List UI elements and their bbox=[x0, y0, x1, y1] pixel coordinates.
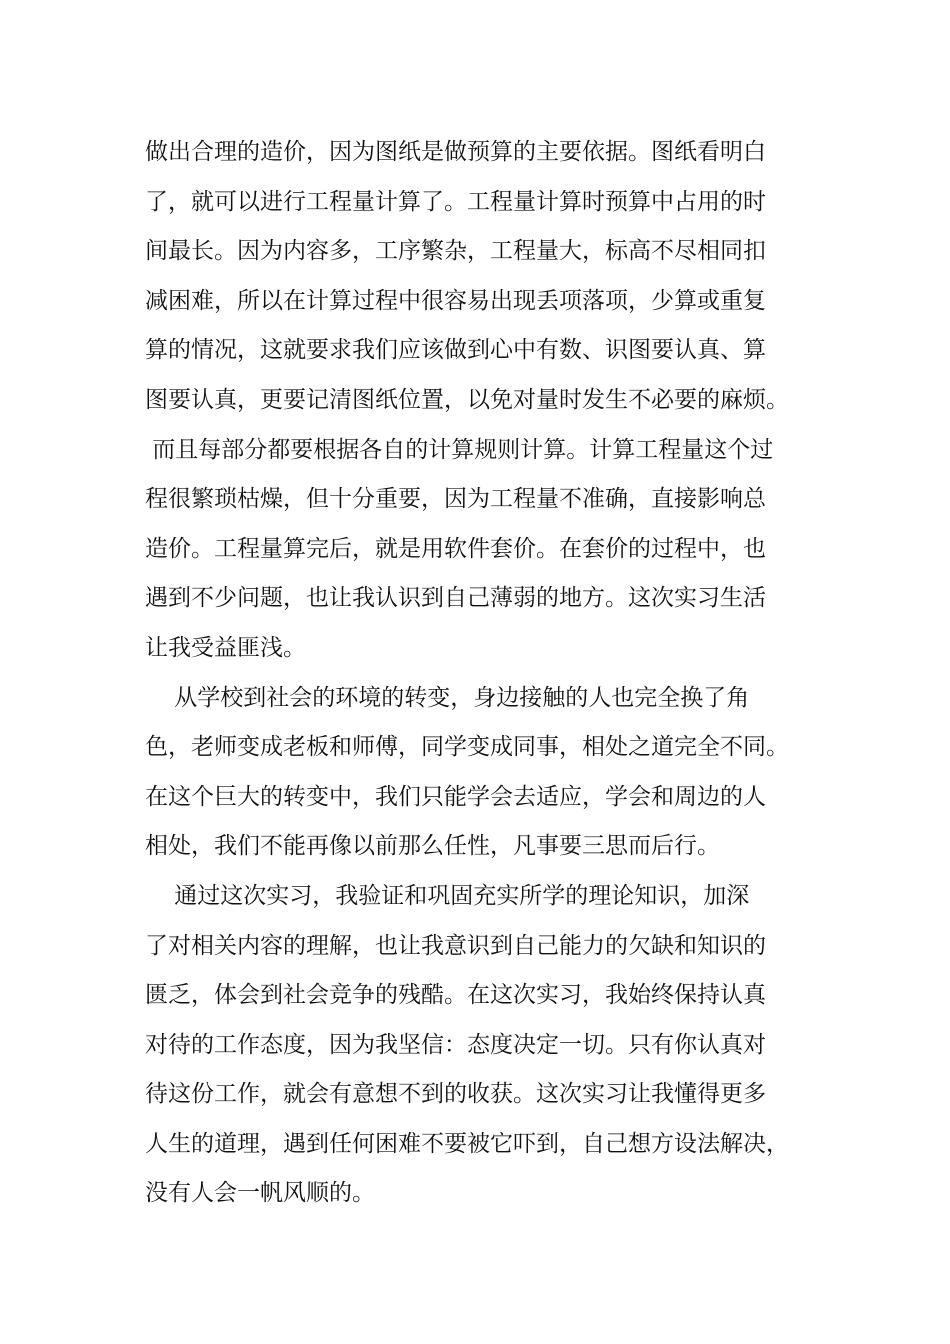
text-line: 相处，我们不能再像以前那么任性，凡事要三思而后行。 bbox=[145, 833, 720, 860]
text-line: 造价。工程量算完后，就是用软件套价。在套价的过程中，也 bbox=[145, 535, 766, 562]
text-line: 了，就可以进行工程量计算了。工程量计算时预算中占用的时 bbox=[145, 188, 766, 215]
text-line: 人生的道理，遇到任何困难不要被它吓到，自己想方设法解决， bbox=[145, 1130, 789, 1157]
text-line: 通过这次实习，我验证和巩固充实所学的理论知识，加深 bbox=[145, 882, 750, 909]
text-line: 图要认真，更要记清图纸位置，以免对量时发生不必要的麻烦。 bbox=[145, 386, 789, 413]
text-line: 间最长。因为内容多，工序繁杂，工程量大，标高不尽相同扣 bbox=[145, 238, 766, 265]
text-line: 减困难，所以在计算过程中很容易出现丢项落项，少算或重复 bbox=[145, 287, 766, 314]
text-line: 遇到不少问题，也让我认识到自己薄弱的地方。这次实习生活 bbox=[145, 585, 766, 612]
text-line: 程很繁琐枯燥，但十分重要，因为工程量不准确，直接影响总 bbox=[145, 486, 766, 513]
text-line: 让我受益匪浅。 bbox=[145, 634, 306, 661]
text-line: 算的情况，这就要求我们应该做到心中有数、识图要认真、算 bbox=[145, 337, 766, 364]
text-line: 在这个巨大的转变中，我们只能学会去适应，学会和周边的人 bbox=[145, 783, 766, 810]
text-line: 没有人会一帆风顺的。 bbox=[145, 1180, 375, 1207]
text-line: 色，老师变成老板和师傅，同学变成同事，相处之道完全不同。 bbox=[145, 734, 789, 761]
text-line: 做出合理的造价，因为图纸是做预算的主要依据。图纸看明白 bbox=[145, 139, 766, 165]
text-line: 而且每部分都要根据各自的计算规则计算。计算工程量这个过 bbox=[145, 436, 774, 463]
text-line: 待这份工作，就会有意想不到的收获。这次实习让我懂得更多 bbox=[145, 1081, 766, 1108]
text-line: 匮乏，体会到社会竞争的残酷。在这次实习，我始终保持认真 bbox=[145, 982, 766, 1009]
text-line: 从学校到社会的环境的转变，身边接触的人也完全换了角 bbox=[145, 684, 750, 711]
text-line: 对待的工作态度，因为我坚信：态度决定一切。只有你认真对 bbox=[145, 1031, 766, 1058]
body-text bbox=[145, 128, 815, 1219]
text-line: 了对相关内容的理解，也让我意识到自己能力的欠缺和知识的 bbox=[145, 932, 766, 959]
